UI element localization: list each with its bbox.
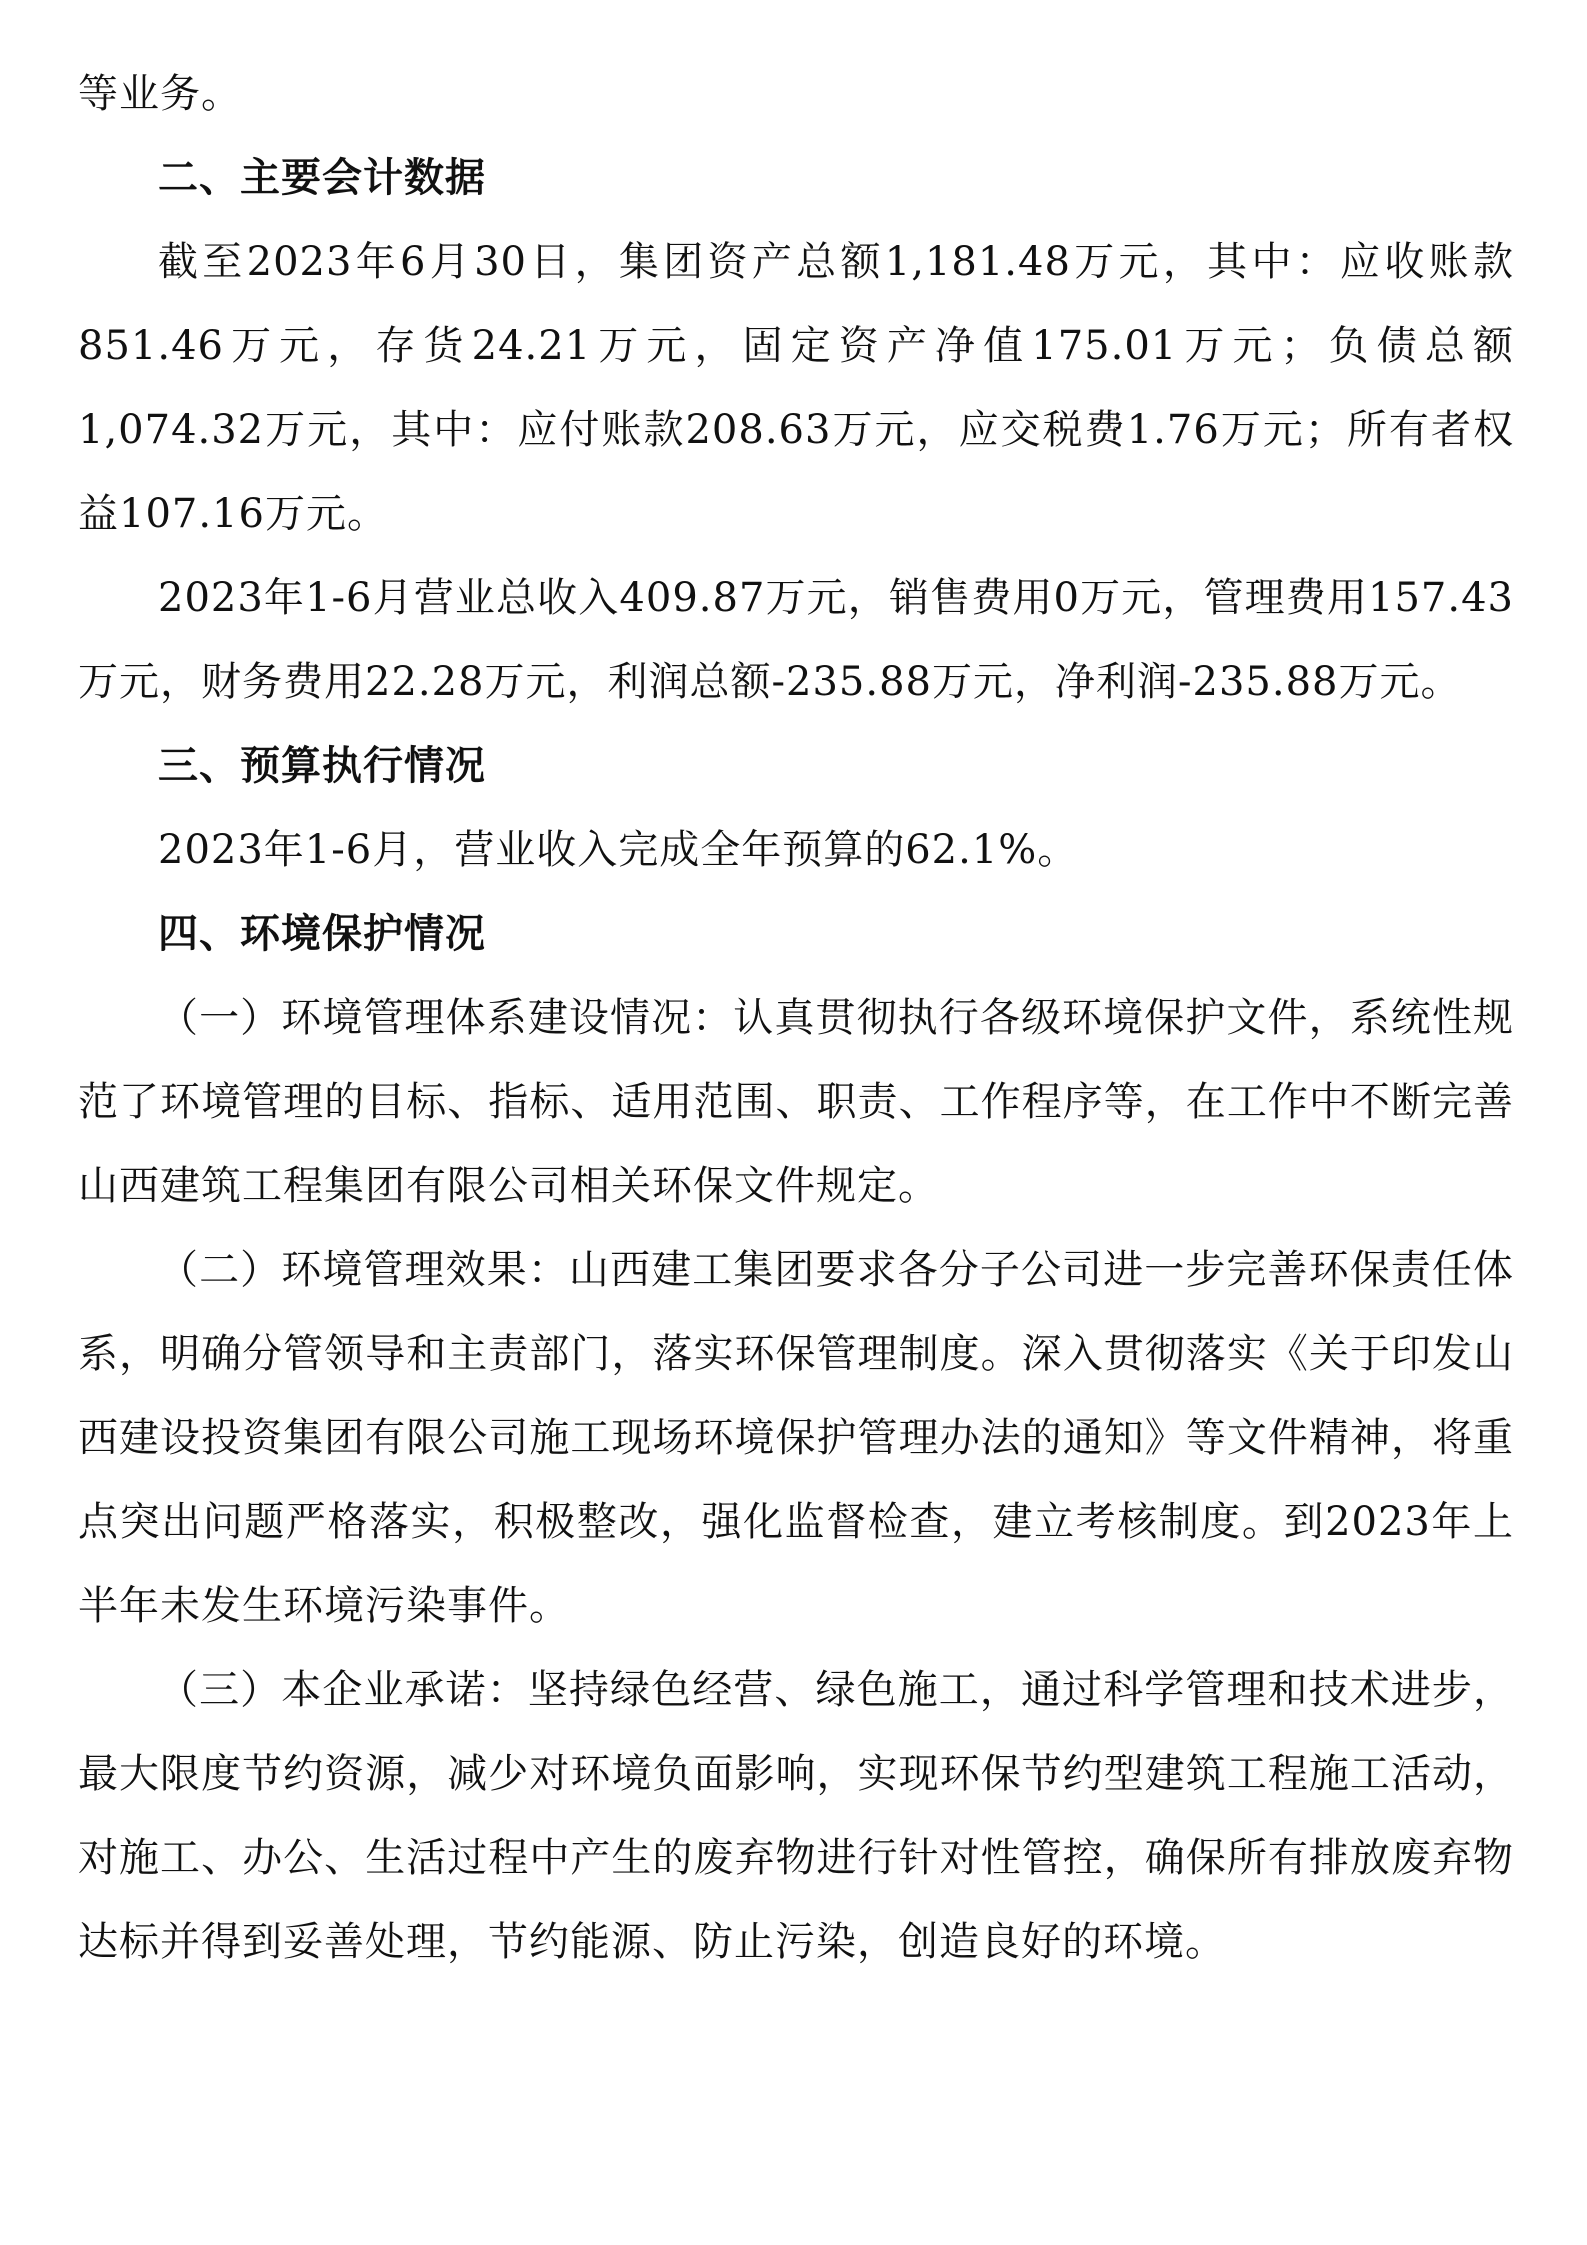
section-2-heading: 二、主要会计数据 bbox=[158, 155, 486, 201]
section-4-paragraph-1: （一）环境管理体系建设情况：认真贯彻执行各级环境保护文件，系统性规范了环境管理的目标、指标、适用范围、职责、工作程序等，在工作中不断完善山西建筑工程集团有限公司相关环保文件规定。 bbox=[78, 995, 1514, 1209]
intro-tail-paragraph: 等业务。 bbox=[78, 71, 242, 117]
section-2-paragraph-2: 2023年1-6月营业总收入409.87万元，销售费用0万元，管理费用157.43万元，财务费用22.28万元，利润总额-235.88万元，净利润-235.88万元。 bbox=[78, 575, 1514, 705]
section-3-paragraph-1: 2023年1-6月，营业收入完成全年预算的62.1%。 bbox=[158, 827, 1079, 873]
section-4-paragraph-3: （三）本企业承诺：坚持绿色经营、绿色施工，通过科学管理和技术进步，最大限度节约资源，减少对环境负面影响，实现环保节约型建筑工程施工活动，对施工、办公、生活过程中产生的废弃物进行针对性管控，确保所有排放废弃物达标并得到妥善处理，节约能源、防止污染，创造良好的环境。 bbox=[78, 1667, 1514, 1965]
section-4-paragraph-2: （二）环境管理效果：山西建工集团要求各分子公司进一步完善环保责任体系，明确分管领导和主责部门，落实环保管理制度。深入贯彻落实《关于印发山西建设投资集团有限公司施工现场环境保护管理办法的通知》等文件精神，将重点突出问题严格落实，积极整改，强化监督检查，建立考核制度。到2023年上半年未发生环境污染事件。 bbox=[78, 1247, 1514, 1629]
section-4-heading: 四、环境保护情况 bbox=[158, 911, 486, 957]
section-2-paragraph-1: 截至2023年6月30日，集团资产总额1,181.48万元，其中：应收账款851.46万元，存货24.21万元，固定资产净值175.01万元；负债总额1,074.32万元，其中：应付账款208.63万元，应交税费1.76万元；所有者权益107.16万元。 bbox=[78, 239, 1514, 537]
section-3-heading: 三、预算执行情况 bbox=[158, 743, 486, 789]
document-page bbox=[78, 52, 1514, 1984]
